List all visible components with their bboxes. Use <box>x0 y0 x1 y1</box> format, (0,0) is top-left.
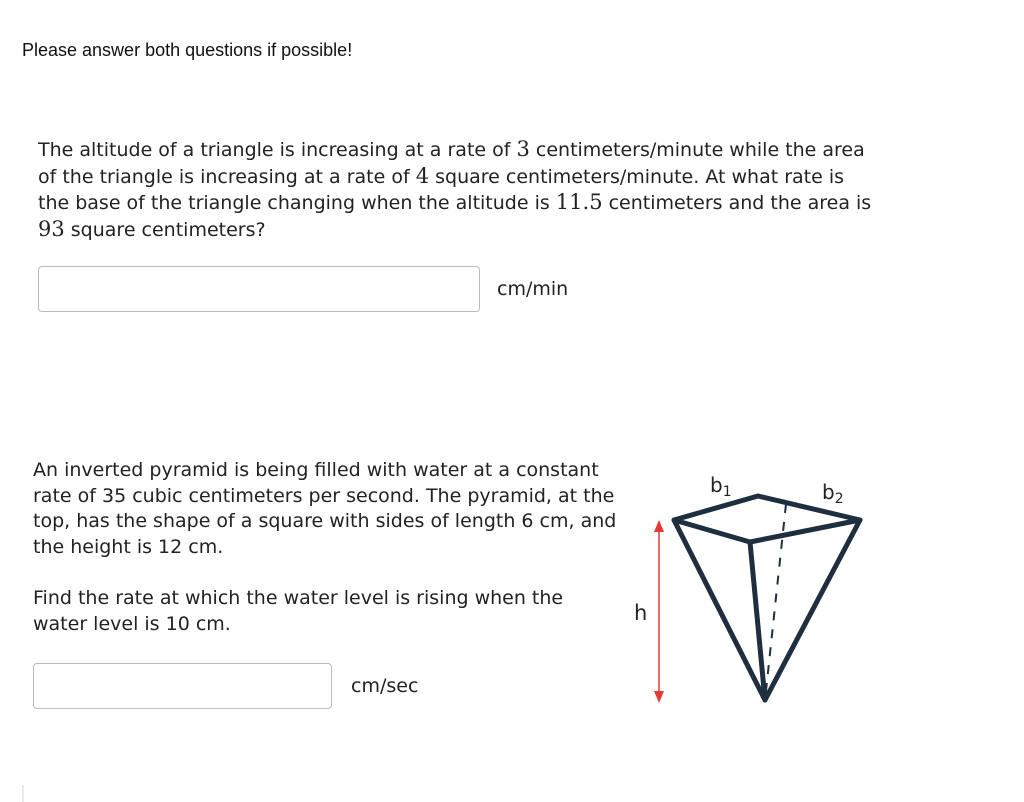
q1-area-value: 93 <box>38 216 65 241</box>
label-b2-base: b <box>822 480 835 504</box>
q1-altitude-value: 11.5 <box>555 190 603 214</box>
height-arrow-down <box>654 691 664 703</box>
question-1-text <box>38 137 878 243</box>
q1-text-part: The altitude of a triangle is increasing at a rate of <box>38 139 517 161</box>
q1-text-part: centimeters and the area is <box>602 192 872 214</box>
header-note: Please answer both questions if possible! <box>22 40 353 60</box>
q1-area-rate: 4 <box>415 163 430 188</box>
question-2-description: An inverted pyramid is being filled with water at a constant rate of 35 cubic centimeters per second. The pyramid, at the top, has the shape of a square with sides of length 6 cm, and the height is 12 cm. <box>33 459 617 558</box>
label-b2 <box>822 480 844 507</box>
q1-text-part: square centimeters/minute. At what rate is the base of the triangle changing when the altitude is <box>38 165 845 214</box>
q1-unit-label: cm/min <box>497 278 569 300</box>
question-2-prompt: Find the rate at which the water level is rising when the water level is 10 cm. <box>33 587 564 635</box>
label-b1-base: b <box>710 473 723 497</box>
q1-text-part: square centimeters? <box>64 218 266 241</box>
label-b2-sub: 2 <box>834 491 844 507</box>
q1-answer-input[interactable] <box>38 266 480 312</box>
label-b1 <box>710 473 732 500</box>
q2-unit-label: cm/sec <box>351 675 419 697</box>
inverted-pyramid-figure <box>620 460 880 720</box>
q2-answer-input[interactable] <box>33 663 332 709</box>
scroll-edge-mark <box>22 785 24 802</box>
q1-text-part: centimeters/minute while the area of the triangle is increasing at a rate of <box>38 139 865 188</box>
pyramid-edge-right <box>765 520 860 700</box>
label-b1-sub: 1 <box>722 484 732 500</box>
height-label: h <box>634 601 648 625</box>
height-arrow-up <box>654 520 664 532</box>
q1-altitude-rate: 3 <box>516 137 530 161</box>
